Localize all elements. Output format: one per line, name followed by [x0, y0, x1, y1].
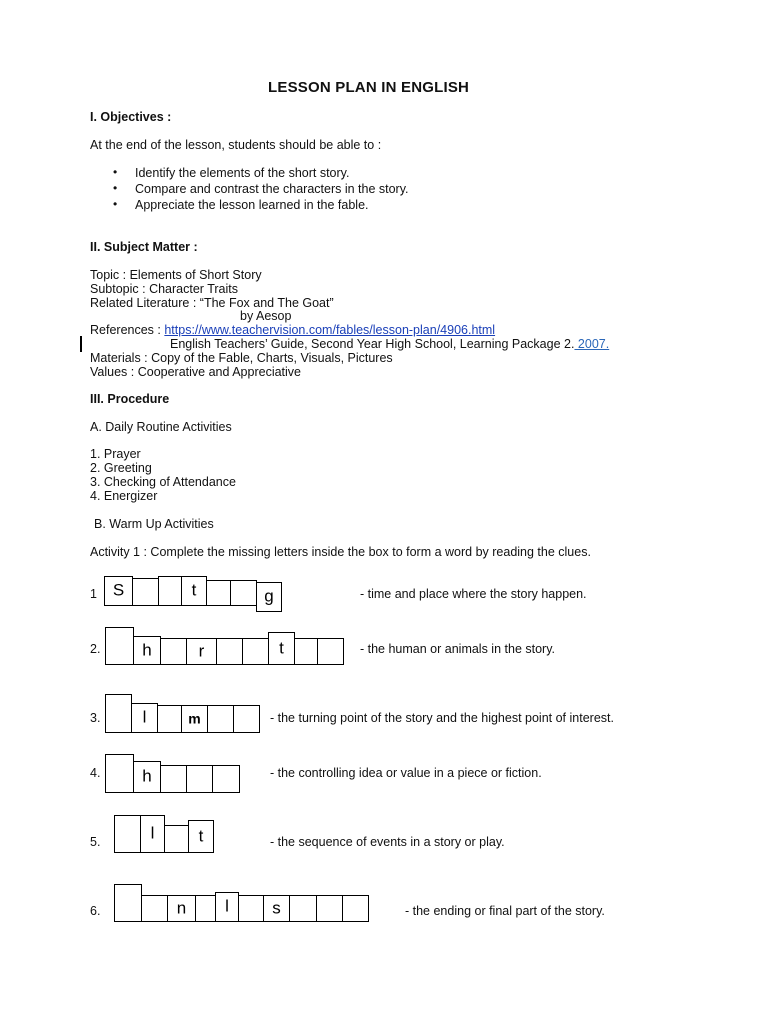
materials-line: Materials : Copy of the Fable, Charts, Visuals, Pictures: [90, 351, 393, 365]
letter-box[interactable]: [316, 895, 343, 922]
letter: s: [272, 898, 281, 918]
subject-matter-heading: II. Subject Matter :: [90, 240, 198, 254]
bullet-icon: •: [113, 165, 118, 179]
letter-box[interactable]: [238, 895, 264, 922]
references-year-link[interactable]: 2007.: [574, 337, 610, 351]
letter-box[interactable]: [216, 638, 243, 665]
routine-item: 2. Greeting: [90, 461, 152, 475]
routine-item: 1. Prayer: [90, 447, 141, 461]
topic-line: Topic : Elements of Short Story: [90, 268, 262, 282]
bullet-icon: •: [113, 197, 118, 211]
activity-1-instructions: Activity 1 : Complete the missing letters inside the box to form a word by reading the clues.: [90, 545, 591, 559]
letter-box[interactable]: [186, 765, 213, 793]
letter-box[interactable]: [131, 703, 158, 733]
letter: t: [198, 826, 204, 846]
puzzle-number: 2.: [90, 642, 101, 656]
author-line: by Aesop: [240, 309, 292, 323]
letter-box[interactable]: [188, 820, 214, 853]
letter: l: [150, 823, 155, 843]
letter-box[interactable]: [133, 636, 161, 665]
letter-box[interactable]: [105, 627, 134, 665]
letter-box[interactable]: [195, 895, 216, 922]
letter: l: [225, 896, 229, 916]
page-title: LESSON PLAN IN ENGLISH: [268, 79, 470, 96]
letter: S: [112, 580, 125, 600]
references-label: References :: [90, 323, 165, 337]
letter-box[interactable]: [132, 578, 159, 606]
letter: t: [279, 638, 284, 658]
objective-item: Compare and contrast the characters in the story.: [135, 182, 409, 196]
letter: h: [142, 766, 152, 786]
letter-box[interactable]: [104, 576, 133, 606]
letter-box[interactable]: [342, 895, 369, 922]
puzzle-clue: - the controlling idea or value in a piece or fiction.: [270, 766, 542, 780]
letter-box[interactable]: [294, 638, 318, 665]
letter-box[interactable]: [317, 638, 344, 665]
puzzle-number: 3.: [90, 711, 101, 725]
letter: n: [176, 898, 187, 918]
letter-box[interactable]: [133, 761, 161, 793]
objective-item: Appreciate the lesson learned in the fable.: [135, 198, 369, 212]
procedure-heading: III. Procedure: [90, 392, 170, 406]
subtopic-line: Subtopic : Character Traits: [90, 282, 238, 296]
text-cursor: [80, 336, 82, 352]
references-line: [90, 323, 495, 337]
puzzle-number: 1: [90, 587, 97, 601]
letter-box[interactable]: [157, 705, 182, 733]
section-b-heading: B. Warm Up Activities: [94, 517, 214, 531]
letter-box[interactable]: [167, 895, 196, 922]
letter: r: [198, 641, 205, 661]
puzzle-number: 6.: [90, 904, 101, 918]
puzzle-clue: - the sequence of events in a story or play.: [270, 835, 505, 849]
letter-box[interactable]: [256, 582, 282, 612]
references-guide: English Teachers’ Guide, Second Year High School, Learning Package 2.: [170, 337, 575, 351]
letter-box[interactable]: [186, 638, 217, 665]
routine-item: 4. Energizer: [90, 489, 158, 503]
letter-box[interactable]: [160, 638, 187, 665]
letter-box[interactable]: [206, 580, 231, 606]
letter: m: [188, 710, 201, 727]
letter-box[interactable]: [160, 765, 187, 793]
letter-box[interactable]: [212, 765, 240, 793]
letter-box[interactable]: [268, 632, 295, 665]
letter-box[interactable]: [114, 815, 141, 853]
puzzle-number: 5.: [90, 835, 101, 849]
objectives-heading: I. Objectives :: [90, 110, 172, 124]
letter: g: [264, 586, 274, 606]
puzzle-clue: - the ending or final part of the story.: [405, 904, 605, 918]
puzzle-clue: - the human or animals in the story.: [360, 642, 555, 656]
puzzle-clue: - the turning point of the story and the highest point of interest.: [270, 711, 614, 725]
bullet-icon: •: [113, 181, 118, 195]
references-link[interactable]: https://www.teachervision.com/fables/lesson-plan/4906.html: [164, 323, 496, 337]
letter-box[interactable]: [263, 895, 290, 922]
routine-item: 3. Checking of Attendance: [90, 475, 236, 489]
letter-box[interactable]: [230, 580, 257, 606]
letter-box[interactable]: [242, 638, 269, 665]
letter-box[interactable]: [164, 825, 189, 853]
references-line-2: [170, 337, 609, 351]
objective-item: Identify the elements of the short story.: [135, 166, 350, 180]
letter: h: [142, 640, 152, 660]
letter-box[interactable]: [141, 895, 168, 922]
related-literature-line: Related Literature : “The Fox and The Goat”: [90, 296, 334, 310]
letter-box[interactable]: [105, 754, 134, 793]
letter-box[interactable]: [233, 705, 260, 733]
letter-box[interactable]: [289, 895, 317, 922]
letter-box[interactable]: [181, 576, 207, 606]
puzzle-clue: - time and place where the story happen.: [360, 587, 587, 601]
letter: l: [142, 707, 147, 727]
puzzle-number: 4.: [90, 766, 101, 780]
letter-box[interactable]: [105, 694, 132, 733]
letter: t: [191, 580, 197, 600]
letter-box[interactable]: [140, 815, 165, 853]
letter-box[interactable]: [215, 892, 239, 922]
objectives-intro: At the end of the lesson, students should be able to :: [90, 138, 382, 152]
letter-box[interactable]: [181, 705, 208, 733]
values-line: Values : Cooperative and Appreciative: [90, 365, 302, 379]
letter-box[interactable]: [158, 576, 182, 606]
letter-box[interactable]: [114, 884, 142, 922]
letter-box[interactable]: [207, 705, 234, 733]
section-a-heading: A. Daily Routine Activities: [90, 420, 232, 434]
